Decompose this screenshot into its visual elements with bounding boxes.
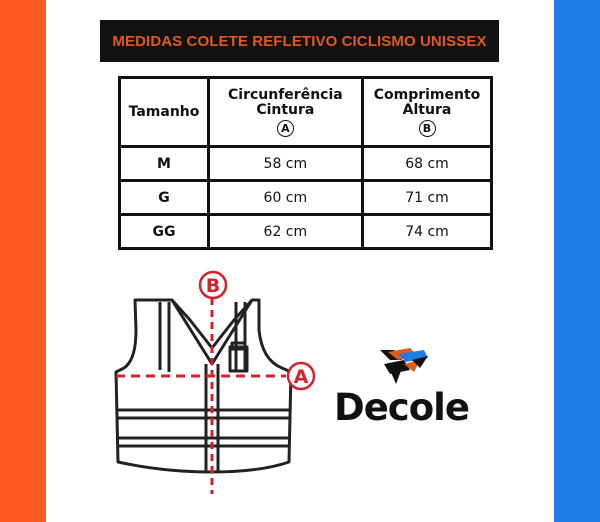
brand-name: Decole [334, 386, 469, 429]
row-circumference: 60 cm [209, 181, 363, 215]
decole-logo-icon [380, 348, 428, 384]
header-length-label: Comprimento Altura [373, 86, 481, 118]
marker-a-icon: A [277, 120, 294, 137]
row-length: 68 cm [362, 147, 492, 181]
row-size: GG [120, 215, 209, 249]
row-circumference: 58 cm [209, 147, 363, 181]
page-title: MEDIDAS COLETE REFLETIVO CICLISMO UNISSEX [100, 20, 499, 62]
row-size: M [120, 147, 209, 181]
header-circumference-label: Circunferência Cintura [228, 86, 343, 118]
svg-text:A: A [293, 366, 309, 388]
marker-b-icon: B [419, 120, 436, 137]
label-b-icon [200, 272, 226, 298]
header-size: Tamanho [120, 78, 209, 147]
vest-outline [116, 300, 291, 472]
row-size: G [120, 181, 209, 215]
row-circumference: 62 cm [209, 215, 363, 249]
label-a-icon [288, 363, 314, 389]
row-length: 74 cm [362, 215, 492, 249]
svg-text:B: B [205, 275, 221, 297]
row-length: 71 cm [362, 181, 492, 215]
